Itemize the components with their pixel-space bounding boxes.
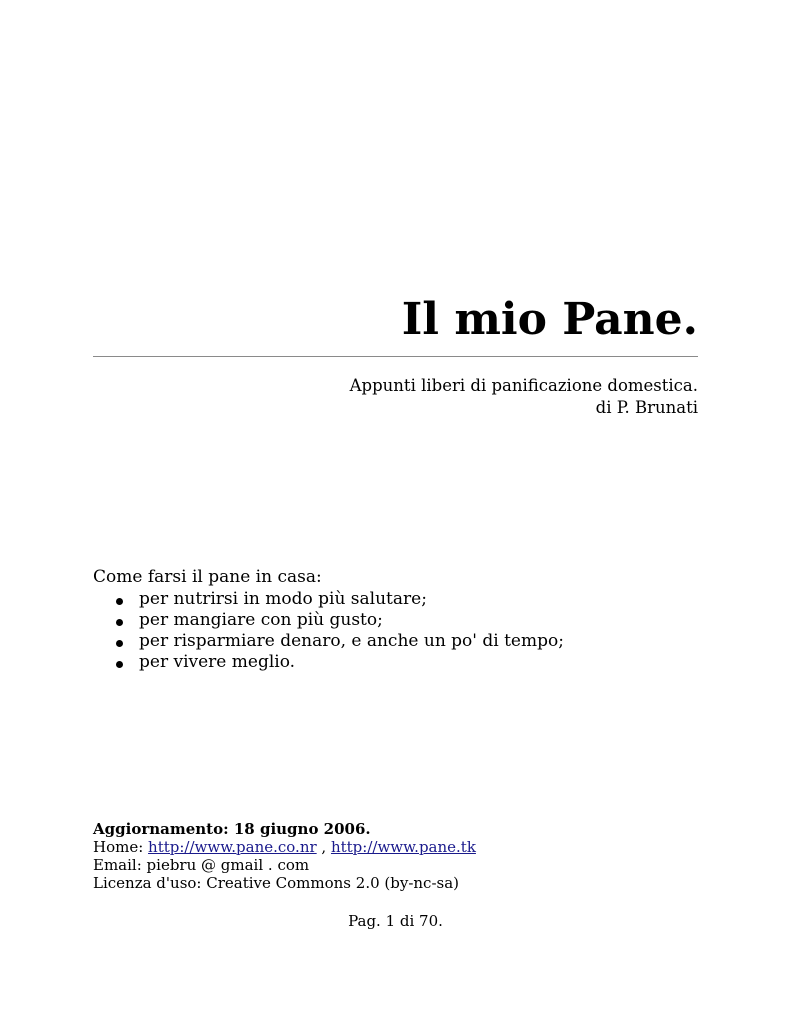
home-label: Home: xyxy=(93,838,149,856)
list-item-text: per mangiare con più gusto; xyxy=(139,610,383,630)
home-link-tk[interactable]: http://www.pane.tk xyxy=(330,838,476,856)
list-item xyxy=(93,610,564,631)
email-line xyxy=(93,856,476,874)
reasons-list xyxy=(93,589,564,673)
home-link-co-nr[interactable]: http://www.pane.co.nr xyxy=(148,838,317,856)
subtitle-author: di P. Brunati xyxy=(595,398,698,417)
list-item xyxy=(93,631,564,652)
update-date: Aggiornamento: 18 giugno 2006. xyxy=(93,820,371,838)
title-divider xyxy=(93,356,698,357)
email-address: piebru @ gmail . com xyxy=(146,856,310,874)
license-line: Licenza d'uso: Creative Commons 2.0 (by-nc-sa) xyxy=(93,874,460,892)
subtitle-block xyxy=(93,375,698,419)
list-item xyxy=(93,652,564,673)
subtitle-description: Appunti liberi di panificazione domestica. xyxy=(349,376,698,395)
bullet-icon xyxy=(116,640,123,647)
document-title: Il mio Pane. xyxy=(401,294,698,345)
bullet-icon xyxy=(116,661,123,668)
list-item-text: per vivere meglio. xyxy=(139,652,296,672)
footer-info xyxy=(93,820,476,892)
list-item xyxy=(93,589,564,610)
list-item-text: per nutrirsi in modo più salutare; xyxy=(139,589,427,609)
email-label: Email: xyxy=(93,856,147,874)
bullet-icon xyxy=(116,598,123,605)
bullet-icon xyxy=(116,619,123,626)
home-separator: , xyxy=(316,838,331,856)
intro-heading: Come farsi il pane in casa: xyxy=(93,567,322,587)
home-line xyxy=(93,838,476,856)
list-item-text: per risparmiare denaro, e anche un po' di tempo; xyxy=(139,631,564,651)
page-number: Pag. 1 di 70. xyxy=(348,912,443,930)
